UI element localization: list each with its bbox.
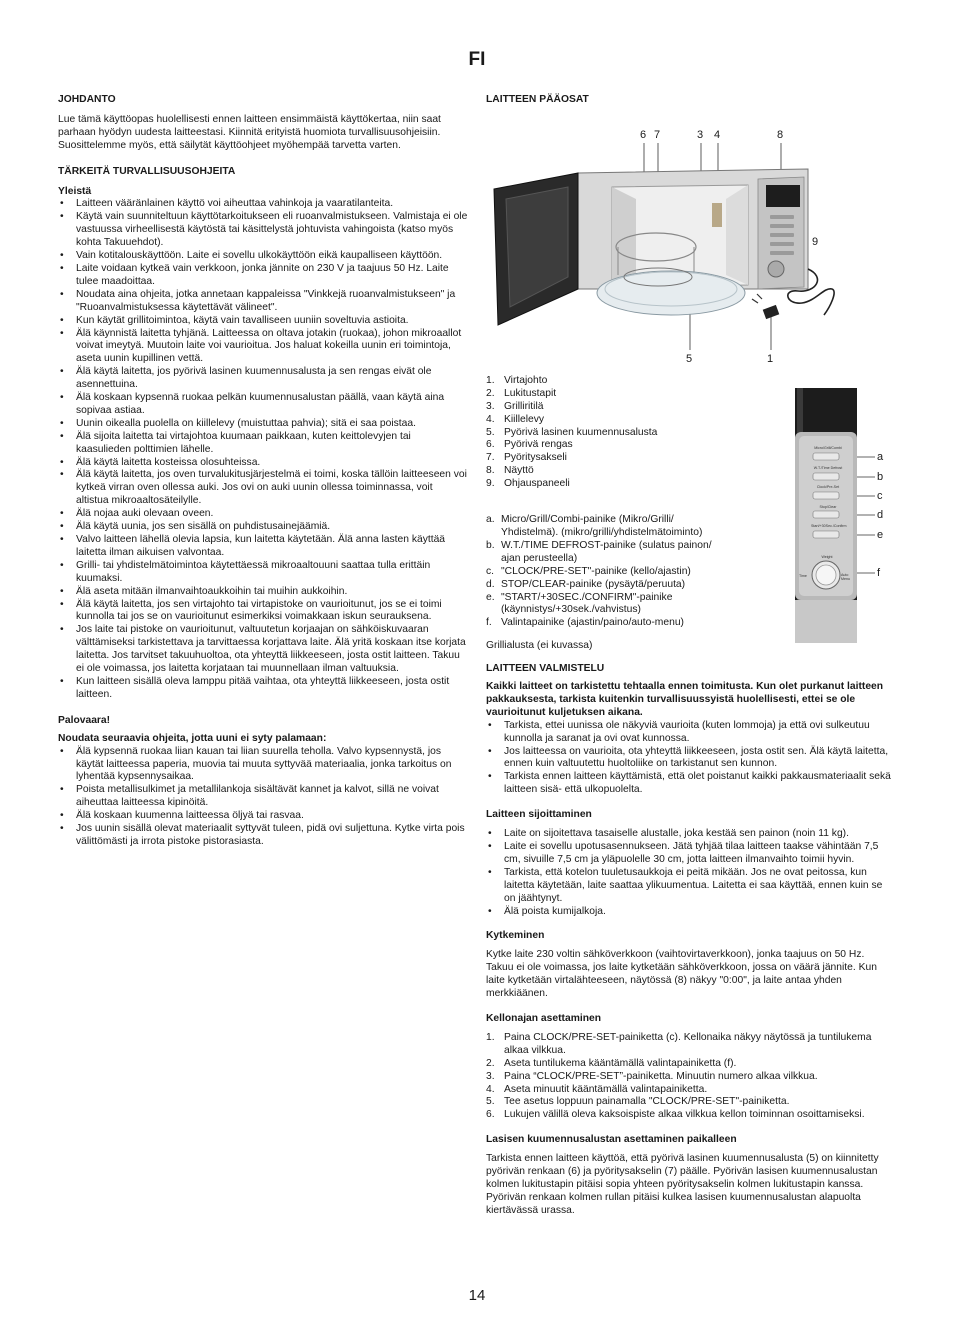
list-item: 1. Virtajohto (486, 374, 548, 386)
list-item: • Laite ei sovellu upotusasennukseen. Jätä tyhjää tilaa laitteen taakse vähintään 7,5 cm, sivuille 7,5 cm ja yläpuolelle 30 cm, jotta laitteen ilmanvaihto toimii hyvin. (486, 841, 894, 867)
list-item: d. STOP/CLEAR-painike (pysäytä/peruuta) (486, 578, 686, 590)
list-item: • Kun laitteen sisällä oleva lamppu pitää vaihtaa, ota yhteyttä liikkeeseen, josta ostit laitteen. (58, 676, 468, 702)
list-item: • Laitteen vääränlainen käyttö voi aiheuttaa vahinkoja ja vaaratilanteita. (58, 198, 468, 211)
list-item: • Käytä vain suunniteltuun käyttötarkoitukseen eli ruoanvalmistukseen. Valmistaja ei ole vastuussa virheellisestä käytöstä tai käsittelystä johtuvista vahingoista (katso myös kohta Takuuehdot). (58, 211, 468, 250)
list-item: • Älä sijoita laitetta tai virtajohtoa kuumaan paikkaan, kuten keittolevyjen tai kaasulieden polttimien lähelle. (58, 431, 468, 457)
list-item: • Älä nojaa auki olevaan oveen. (58, 508, 468, 521)
callout-label: 1 (767, 352, 774, 365)
list-item: c. "CLOCK/PRE-SET"-painike (kello/ajastin) (486, 565, 691, 577)
prep-list (486, 720, 894, 797)
panel-button-label: Micro/Grill/Combi (814, 446, 842, 450)
panel-button-label: Stop/Clear (819, 505, 837, 509)
list-item: • Laite voidaan kytkeä vain verkkoon, jonka jännite on 230 V ja taajuus 50 Hz. Laite tulee maadoittaa. (58, 263, 468, 289)
microwave-figure (486, 107, 894, 369)
callout-label: 4 (714, 128, 721, 141)
right-column (486, 94, 894, 1218)
subsection-title-clock: Kellonajan asettaminen (486, 1012, 602, 1024)
panel-knob-label: Auto Menu (841, 573, 850, 581)
list-item: e. "START/+30SEC./CONFIRM"-painike (käynnistys/+30sek./vahvistus) (486, 591, 673, 616)
list-item: • Älä käytä uunia, jos sen sisällä on puhdistusainejäämiä. (58, 521, 468, 534)
prep-intro: Kaikki laitteet on tarkistettu tehtaalla ennen toimitusta. Kun olet purkanut laitteen pakkauksesta, tarkista kuitenkin turvallisuussyistä huolellisesti, ettei se ole vaurioitunut kuljetuksen aikana. (486, 681, 884, 718)
list-item: • Älä aseta mitään ilmanvaihtoaukkoihin tai muihin aukkoihin. (58, 586, 468, 599)
list-item: • Grilli- tai yhdistelmätoimintoa käytettäessä mikroaaltouuni saattaa tulla erittäin kuumaksi. (58, 560, 468, 586)
connect-text: Kytke laite 230 voltin sähköverkkoon (vaihtovirtaverkkoon), jonka taajuus on 50 Hz. Takuu ei ole voimassa, jos laite kytketään sähköverkkoon, jossa on väärä jännite. Kun laite kytketään virtalähteeseen, näytössä (8) näkyy "0:00", ja laite antaa yhden merkkiäänen. (486, 949, 877, 1000)
panel-button-label: W.T./Time Defrost (813, 466, 843, 470)
section-title-johdanto: JOHDANTO (58, 94, 116, 105)
callout-label: 8 (777, 128, 784, 141)
list-item: f. Valintapainike (ajastin/paino/auto-menu) (486, 617, 684, 629)
list-item: • Uunin oikealla puolella on kiillelevy (muistuttaa pahvia); sitä ei saa poistaa. (58, 418, 468, 431)
subsection-title-glass: Lasisen kuumennusalustan asettaminen paikalleen (486, 1134, 737, 1146)
panel-callout-label: d (877, 509, 884, 521)
list-item: • Tarkista, että kotelon tuuletusaukkoja ei peitä mikään. Jos ne ovat peitossa, kun laitetta käytetään, laite saattaa ylikuumentua. Laitetta ei saa käyttää, ennen kuin se on jäähtynyt. (486, 867, 894, 906)
list-item: • Älä kypsennä ruokaa liian kauan tai liian suurella teholla. Valvo kypsennystä, jos käytät laitteessa paperia, muovia tai muuta syttyvää materiaalia, jonka tarkoitus on lyhentää kypsennysaikaa. (58, 746, 468, 785)
control-panel-figure (795, 388, 895, 643)
panel-callout-label: b (877, 471, 884, 483)
list-item: • Poista metallisulkimet ja metallilankoja sisältävät kannet ja kalvot, sillä ne voivat aiheuttaa laitteessa kipinöitä. (58, 784, 468, 810)
list-item: 5. Pyörivä lasinen kuumennusalusta (486, 426, 658, 438)
controls-list (486, 514, 731, 630)
microwave-illustration (486, 107, 894, 369)
subsection-title-connect: Kytkeminen (486, 930, 545, 942)
list-item: b. W.T./TIME DEFROST-painike (sulatus painon/ ajan perusteella) (486, 539, 712, 564)
list-item: • Älä koskaan kuumenna laitteessa öljyä tai rasvaa. (58, 810, 468, 823)
section-title-safety: TÄRKEITÄ TURVALLISUUSOHJEITA (58, 165, 236, 177)
grill-note: Grillialusta (ei kuvassa) (486, 640, 593, 652)
panel-callout-label: e (877, 529, 884, 541)
list-item: • Älä käytä laitetta, jos oven turvalukitusjärjestelmä ei toimi, koska tällöin laitteeseen voi kytkeä virran oven ollessa auki. Jos ovi on auki uunin ollessa toiminnassa, voit altistua mikroaaltosäteilylle. (58, 469, 468, 508)
panel-callout-label: c (877, 490, 883, 502)
list-item: • Älä käynnistä laitetta tyhjänä. Laitteessa on oltava jotakin (ruokaa), johon mikroaallot voivat imeytyä. Muutoin laite voi vaurioitua. Jos haluat kokeilla uunin eri toimintoja, aseta uunin kupillinen vettä. (58, 328, 468, 367)
panel-knob-label: Weight (821, 555, 833, 559)
list-item: • Jos laitteessa on vaurioita, ota yhteyttä liikkeeseen, josta ostit sen. Älä käytä laitetta, ennen kuin valtuutettu huoltoliike on tarkistanut sen kunnon. (486, 746, 894, 772)
callout-label: 6 (640, 128, 647, 141)
section-title-prep: LAITTEEN VALMISTELU (486, 663, 605, 675)
list-item: • Noudata aina ohjeita, jotka annetaan kappaleissa "Vinkkejä ruoanvalmistukseen" ja "Ruoanvalmistuksessa käytettävät välineet". (58, 289, 468, 315)
subsection-title-placement: Laitteen sijoittaminen (486, 809, 592, 821)
general-safety-list (58, 198, 468, 701)
list-item: 2. Lukitustapit (486, 387, 557, 399)
callout-label: 3 (697, 128, 704, 141)
list-item: • Jos uunin sisällä olevat materiaalit syttyvät tuleen, pidä ovi suljettuna. Kytke virta pois välittömästi ja irrota pistoke pistorasiasta. (58, 823, 468, 849)
list-item: • Tarkista ennen laitteen käyttämistä, että olet poistanut kaikki pakkausmateriaalit sekä laitteen sisä- että ulkopuolelta. (486, 771, 894, 797)
panel-knob-label: Time (799, 574, 807, 578)
language-code: FI (468, 49, 486, 70)
list-item: 3. Paina “CLOCK/PRE-SET”-painiketta. Minuutin numero alkaa vilkkua. (486, 1070, 818, 1082)
fire-intro: Noudata seuraavia ohjeita, jotta uuni ei syty palamaan: (58, 732, 327, 744)
list-item: 6. Lukujen välillä oleva kaksoispiste alkaa vilkkua kellon toiminnan osoittamiseksi. (486, 1109, 865, 1121)
callout-label: 7 (654, 128, 661, 141)
list-item: • Älä käytä laitetta kosteissa olosuhteissa. (58, 457, 468, 470)
list-item: a. Micro/Grill/Combi-painike (Mikro/Grilli/ Yhdistelmä). (mikro/grilli/yhdistelmätoiminto) (486, 514, 703, 538)
list-item: • Valvo laitteen lähellä olevia lapsia, kun laitetta käytetään. Älä anna lasten käyttää laitetta ilman aikuisen valvontaa. (58, 534, 468, 560)
list-item: 4. Kiillelevy (486, 413, 545, 425)
list-item: • Tarkista, ettei uunissa ole näkyviä vaurioita (kuten lommoja) ja että ovi sulkeutuu kunnolla ja saranat ja ovi ovat kunnossa. (486, 720, 894, 746)
page-number: 14 (468, 1287, 486, 1304)
list-item: 5. Tee asetus loppuun painamalla "CLOCK/PRE-SET"-painiketta. (486, 1096, 790, 1108)
clock-steps-list (486, 1032, 894, 1122)
johdanto-text: Lue tämä käyttöopas huolellisesti ennen laitteen ensimmäistä käyttökertaa, niin saat parhaan hyödyn uudesta laitteestasi. Kiinnitä erityistä huomiota turvallisuusohjeisiin. Suosittelemme myös, että säilytät käyttöohjeet myöhempää tarvetta varten. (58, 113, 441, 151)
placement-list (486, 828, 894, 918)
list-item: 4. Aseta minuutit kääntämällä valintapainiketta. (486, 1083, 708, 1095)
list-item: • Laite on sijoitettava tasaiselle alustalle, joka kestää sen painon (noin 11 kg). (486, 828, 894, 841)
list-item: 7. Pyöritysakseli (486, 452, 567, 464)
list-item: • Älä koskaan kypsennä ruokaa pelkän kuumennusalustan päällä, vaan käytä aina sopivaa astiaa. (58, 392, 468, 418)
list-item: • Älä käytä laitetta, jos pyörivä lasinen kuumennusalusta ja sen rengas eivät ole asennettuina. (58, 366, 468, 392)
list-item: • Älä poista kumijalkoja. (486, 906, 894, 919)
panel-button-label: Start/+30Sec./Confirm (811, 524, 847, 528)
section-title-parts: LAITTEEN PÄÄOSAT (486, 94, 589, 105)
list-item: 6. Pyörivä rengas (486, 439, 573, 451)
list-item: • Älä käytä laitetta, jos sen virtajohto tai virtapistoke on vaurioitunut, jos se ei toimi kunnolla tai jos se on vaurioitunut esimerkiksi voimakkaan iskun seurauksena. (58, 599, 468, 625)
list-item: 8. Näyttö (486, 465, 534, 477)
list-item: 3. Grilliritilä (486, 400, 544, 412)
list-item: • Kun käytät grillitoimintoa, käytä vain tavalliseen uuniin soveltuvia astioita. (58, 315, 468, 328)
list-item: • Vain kotitalouskäyttöön. Laite ei sovellu ulkokäyttöön eikä kaupalliseen käyttöön. (58, 250, 468, 263)
callout-label: 5 (686, 352, 693, 365)
left-column (58, 94, 468, 849)
list-item: 2. Aseta tuntilukema kääntämällä valintapainiketta (f). (486, 1057, 737, 1069)
glass-text: Tarkista ennen laitteen käyttöä, että pyörivä lasinen kuumennusalusta (5) on kiinnitetty pyörivän renkaan (6) ja pyöritysakselin (7) päälle. Pyörivän lasisen kuumennusalustan kolmen lukitustapin pitäisi sopia yhteen pyöritysakselin kolmen lukitustapin kanssa. Pyörivän renkaan kolmen rullan pitäisi kulkea lasisen kuumennusalustan alapuolta kiertävässä urassa. (486, 1153, 879, 1216)
callout-label: 9 (812, 235, 819, 248)
panel-callout-label: f (877, 567, 881, 579)
list-item: • Jos laite tai pistoke on vaurioitunut, valtuutetun korjaajan on sähköiskuvaaran välttämiseksi tarkistettava ja tarvittaessa korjattava laite. Älä yritä koskaan itse korjata laitetta. Jos tarvitset takuuhuoltoa, ota yhteyttä liikkeeseen, josta ostit laitteen. Takuu ei ole voimassa, jos laitetta korjataan tai muunnellaan ilman valtuuksia. (58, 624, 468, 676)
list-item: 9. Ohjauspaneeli (486, 478, 570, 490)
panel-button-label: Clock/Pre-Set (816, 485, 840, 489)
panel-callout-label: a (877, 451, 884, 463)
subsection-title-fire: Palovaara! (58, 714, 111, 726)
fire-safety-list (58, 746, 468, 849)
subsection-title-general: Yleistä (58, 185, 92, 197)
list-item: 1. Paina CLOCK/PRE-SET-painiketta (c). Kellonaika näkyy näytössä ja tuntilukema alkaa vilkkua. (486, 1031, 872, 1056)
